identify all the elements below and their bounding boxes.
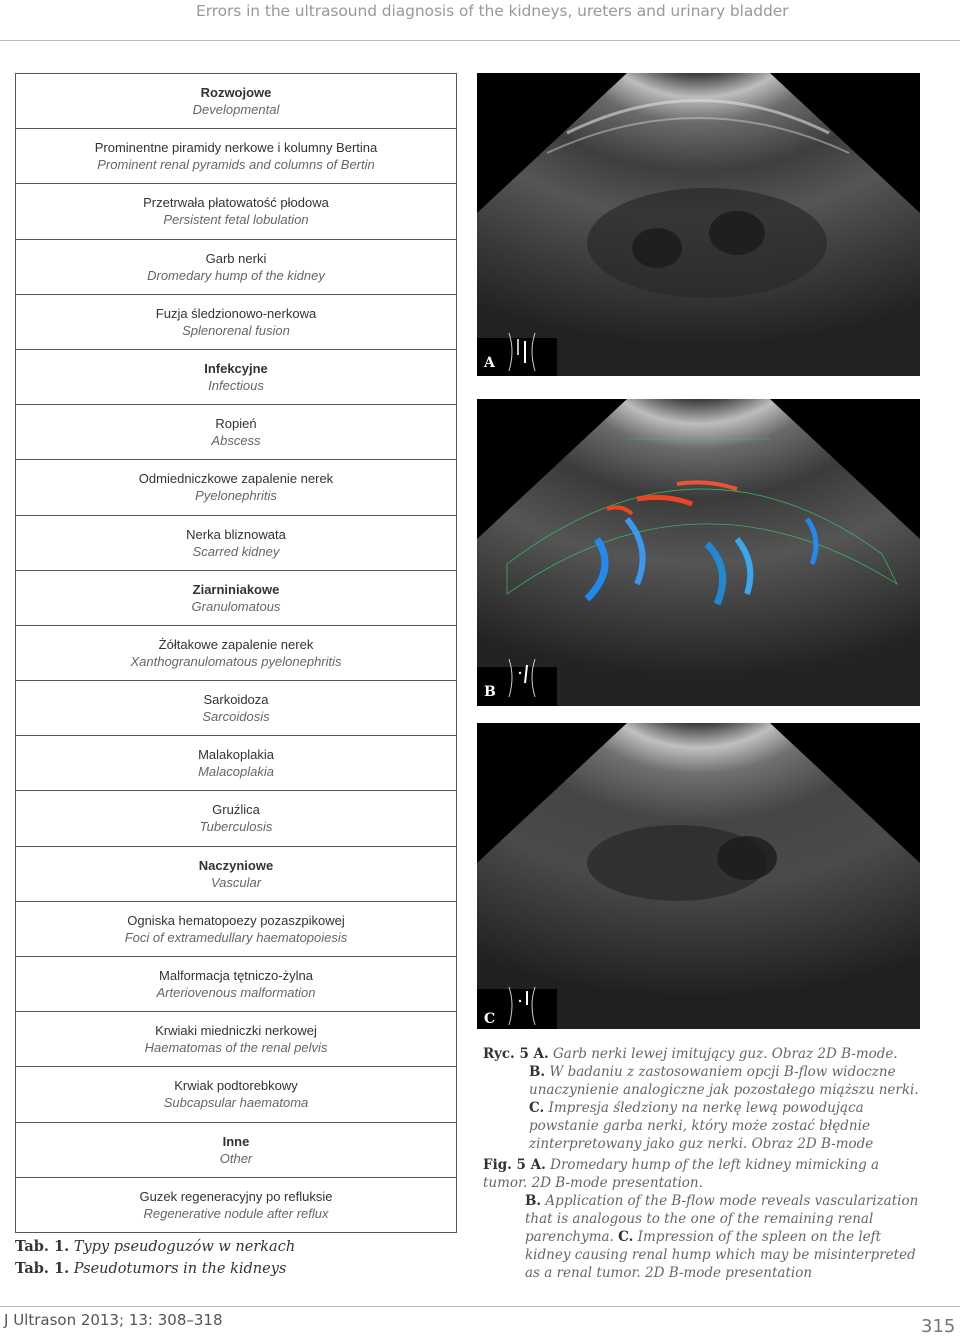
table-row bbox=[16, 681, 456, 736]
row-english-text: Xanthogranulomatous pyelonephritis bbox=[130, 653, 342, 669]
row-polish-text: Malakoplakia bbox=[198, 747, 274, 763]
table-caption bbox=[15, 1236, 295, 1280]
figure-caption-pl-a: Garb nerki lewej imitujący guz. Obraz 2D B-mode. bbox=[553, 1046, 898, 1062]
row-english-text: Granulomatous bbox=[191, 598, 281, 614]
ultrasound-image-b bbox=[477, 399, 920, 706]
row-polish-text: Nerka bliznowata bbox=[186, 526, 286, 542]
row-english-text: Persistent fetal lobulation bbox=[163, 212, 309, 228]
table-row bbox=[16, 405, 456, 460]
row-english-text: Haematomas of the renal pelvis bbox=[144, 1040, 328, 1056]
figure-caption-pl-b: W badaniu z zastosowaniem opcji B-flow widoczne unaczynienie analogiczne jak pozostałego miąższu nerki. bbox=[529, 1064, 919, 1098]
row-english-text: Regenerative nodule after reflux bbox=[143, 1205, 329, 1221]
body-marker-icon bbox=[505, 985, 539, 1027]
row-polish-text: Przetrwała płatowatość płodowa bbox=[143, 195, 329, 211]
row-polish-text: Ogniska hematopoezy pozaszpikowej bbox=[127, 912, 345, 928]
table-row bbox=[16, 736, 456, 791]
row-english-text: Malacoplakia bbox=[198, 764, 274, 780]
figure-caption-en bbox=[483, 1156, 923, 1282]
table-section-header bbox=[16, 571, 456, 626]
row-english-text: Subcapsular haematoma bbox=[163, 1095, 309, 1111]
figure-caption-pl bbox=[483, 1045, 923, 1153]
row-polish-text: Odmiedniczkowe zapalenie nerek bbox=[138, 471, 334, 487]
table-row bbox=[16, 791, 456, 846]
pseudotumor-table bbox=[15, 73, 457, 1233]
ultrasound-image-a bbox=[477, 73, 920, 376]
table-row bbox=[16, 129, 456, 184]
table-row bbox=[16, 957, 456, 1012]
table-caption-en-label: Tab. 1. bbox=[15, 1260, 70, 1277]
row-english-text: Infectious bbox=[208, 377, 264, 393]
body-marker-icon bbox=[505, 331, 539, 373]
row-english-text: Tuberculosis bbox=[199, 819, 273, 835]
ultrasound-panel-b bbox=[477, 399, 920, 706]
row-english-text: Arteriovenous malformation bbox=[156, 985, 316, 1000]
figure-caption-en-c: Impression of the spleen on the left kidney causing renal hump which may be misinterpreted as a renal tumor. 2D B-mode presentation bbox=[525, 1229, 916, 1281]
row-english-text: Dromedary hump of the kidney bbox=[147, 267, 325, 283]
ultrasound-panel-a bbox=[477, 73, 920, 376]
panel-label-b: B bbox=[484, 684, 496, 700]
table-row bbox=[16, 1178, 456, 1233]
table-row bbox=[16, 1067, 456, 1122]
row-english-text: Other bbox=[219, 1150, 253, 1166]
table-row bbox=[16, 184, 456, 239]
footer-rule bbox=[0, 1306, 960, 1307]
table-row bbox=[16, 240, 456, 295]
running-head bbox=[0, 0, 960, 41]
row-polish-text: Ropień bbox=[215, 416, 257, 432]
figure-caption-en-b: Application of the B-flow mode reveals vascularization that is analogous to the one of the remaining renal parenchyma. bbox=[525, 1193, 919, 1245]
body-marker-icon bbox=[505, 657, 539, 699]
figure-caption-en-label: Fig. 5 A. bbox=[483, 1157, 546, 1173]
row-english-text: Splenorenal fusion bbox=[182, 322, 290, 338]
row-english-text: Prominent renal pyramids and columns of Bertin bbox=[97, 157, 375, 173]
panel-label-c: C bbox=[484, 1011, 496, 1027]
table-row bbox=[16, 460, 456, 515]
table-row bbox=[16, 902, 456, 957]
row-polish-text: Sarkoidoza bbox=[203, 692, 269, 708]
table-section-header bbox=[16, 1123, 456, 1178]
journal-citation: J Ultrason 2013; 13: 308–318 bbox=[4, 1311, 223, 1329]
figure-caption-pl-c: Impresja śledziony na nerkę lewą powodująca powstanie garba nerki, który może zostać błędnie zinterpretowany jako guz nerki. Obraz 2D B-mode bbox=[529, 1100, 874, 1152]
panel-label-a: A bbox=[484, 355, 495, 371]
ultrasound-panel-c bbox=[477, 723, 920, 1029]
row-polish-text: Ziarniniakowe bbox=[192, 581, 280, 597]
figure-caption-en-a: Dromedary hump of the left kidney mimicking a tumor. 2D B-mode presentation. bbox=[483, 1157, 880, 1191]
figure-caption-pl-b-label: B. bbox=[529, 1064, 546, 1080]
running-head-text: Errors in the ultrasound diagnosis of the kidneys, ureters and urinary bladder bbox=[196, 2, 789, 20]
figure-caption-en-b-label: B. bbox=[525, 1193, 542, 1209]
row-english-text: Foci of extramedullary haematopoiesis bbox=[124, 929, 348, 945]
table-caption-pl-text: Typy pseudoguzów w nerkach bbox=[73, 1239, 296, 1255]
table-section-header bbox=[16, 847, 456, 902]
row-english-text: Pyelonephritis bbox=[195, 488, 277, 504]
row-polish-text: Fuzja śledzionowo-nerkowa bbox=[155, 305, 317, 321]
row-polish-text: Prominentne piramidy nerkowe i kolumny Bertina bbox=[94, 140, 378, 156]
table-section-header bbox=[16, 350, 456, 405]
row-polish-text: Krwiaki miedniczki nerkowej bbox=[155, 1023, 317, 1039]
row-polish-text: Żółtakowe zapalenie nerek bbox=[158, 636, 314, 652]
table-row bbox=[16, 1012, 456, 1067]
row-polish-text: Inne bbox=[222, 1133, 250, 1149]
row-polish-text: Guzek regeneracyjny po refluksie bbox=[139, 1188, 333, 1204]
row-polish-text: Krwiak podtorebkowy bbox=[174, 1078, 298, 1094]
row-english-text: Scarred kidney bbox=[192, 543, 280, 559]
row-polish-text: Malformacja tętniczo-żylna bbox=[159, 968, 313, 983]
row-polish-text: Gruźlica bbox=[212, 802, 260, 818]
row-polish-text: Garb nerki bbox=[205, 250, 267, 266]
row-english-text: Vascular bbox=[210, 874, 262, 890]
ultrasound-image-c bbox=[477, 723, 920, 1029]
figure-caption-pl-label: Ryc. 5 A. bbox=[483, 1046, 549, 1062]
table-row bbox=[16, 295, 456, 350]
row-english-text: Abscess bbox=[211, 433, 261, 449]
figure-caption-pl-c-label: C. bbox=[529, 1100, 545, 1116]
row-polish-text: Rozwojowe bbox=[200, 85, 272, 100]
row-polish-text: Naczyniowe bbox=[198, 857, 274, 873]
table-section-header bbox=[16, 74, 456, 129]
table-row bbox=[16, 516, 456, 571]
table-caption-pl-label: Tab. 1. bbox=[15, 1238, 70, 1255]
page-number: 315 bbox=[921, 1316, 956, 1337]
table-row bbox=[16, 626, 456, 681]
row-english-text: Sarcoidosis bbox=[202, 709, 270, 725]
figure-caption-en-c-label: C. bbox=[618, 1229, 634, 1245]
table-caption-en-text: Pseudotumors in the kidneys bbox=[73, 1261, 287, 1277]
row-polish-text: Infekcyjne bbox=[204, 360, 268, 376]
row-english-text: Developmental bbox=[192, 102, 280, 117]
